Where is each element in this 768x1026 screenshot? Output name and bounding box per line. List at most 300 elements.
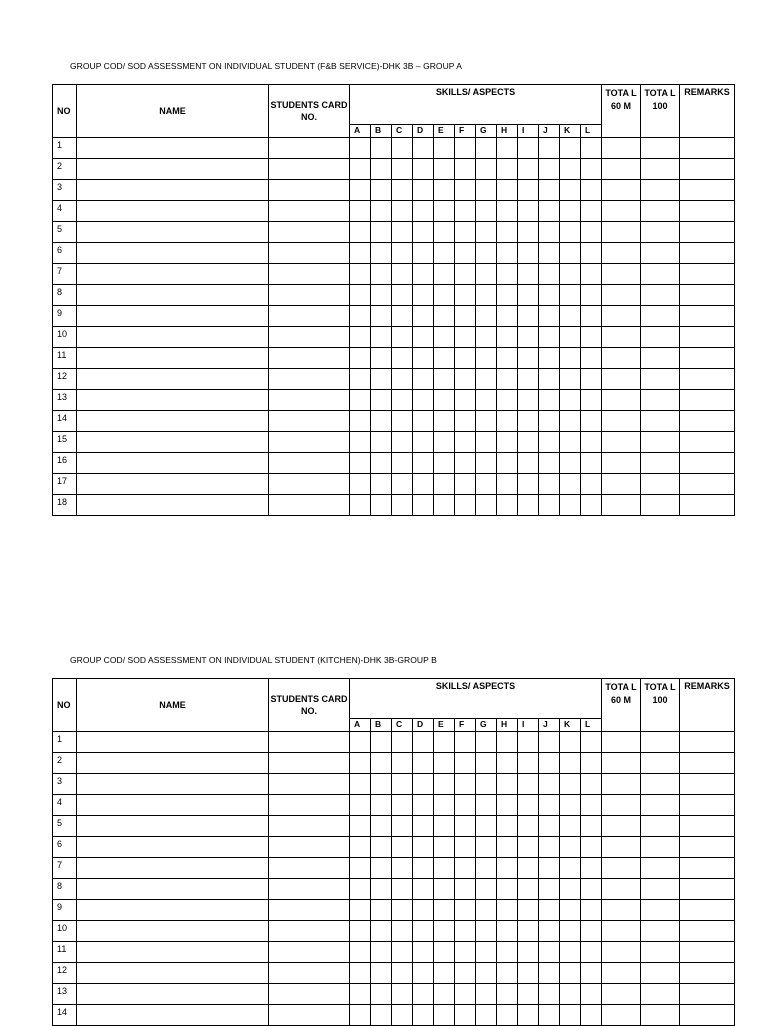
entry-cell [560, 453, 581, 474]
entry-cell [581, 753, 602, 774]
entry-cell [539, 306, 560, 327]
entry-cell [269, 921, 350, 942]
entry-cell [680, 984, 735, 1005]
row-number: 9 [53, 306, 77, 327]
assessment-table-a [52, 84, 735, 516]
skill-letter-g: G [476, 125, 497, 138]
entry-cell [641, 774, 680, 795]
entry-cell [269, 348, 350, 369]
entry-cell [269, 474, 350, 495]
entry-cell [392, 816, 413, 837]
entry-cell [581, 264, 602, 285]
entry-cell [392, 921, 413, 942]
entry-cell [77, 816, 269, 837]
entry-cell [413, 753, 434, 774]
entry-cell [680, 369, 735, 390]
entry-cell [455, 774, 476, 795]
entry-cell [560, 285, 581, 306]
entry-cell [371, 879, 392, 900]
entry-cell [350, 963, 371, 984]
entry-cell [350, 753, 371, 774]
entry-cell [518, 201, 539, 222]
entry-cell [560, 201, 581, 222]
entry-cell [680, 963, 735, 984]
entry-cell [77, 369, 269, 390]
row-number: 10 [53, 921, 77, 942]
entry-cell [641, 858, 680, 879]
row-number: 3 [53, 180, 77, 201]
entry-cell [434, 732, 455, 753]
table-row [53, 432, 735, 453]
entry-cell [269, 816, 350, 837]
entry-cell [371, 138, 392, 159]
entry-cell [539, 264, 560, 285]
entry-cell [392, 222, 413, 243]
table-row [53, 900, 735, 921]
skill-letter-c: C [392, 125, 413, 138]
entry-cell [392, 138, 413, 159]
entry-cell [434, 138, 455, 159]
entry-cell [371, 858, 392, 879]
entry-cell [392, 390, 413, 411]
entry-cell [581, 285, 602, 306]
entry-cell [476, 285, 497, 306]
entry-cell [560, 222, 581, 243]
skill-letter-g: G [476, 719, 497, 732]
skill-letter-l: L [581, 125, 602, 138]
entry-cell [581, 879, 602, 900]
entry-cell [392, 495, 413, 516]
entry-cell [581, 453, 602, 474]
skill-letter-a: A [350, 719, 371, 732]
total-100-header: TOTA L 100 [641, 85, 680, 138]
entry-cell [581, 816, 602, 837]
entry-cell [455, 390, 476, 411]
entry-cell [413, 921, 434, 942]
skill-letter-e: E [434, 719, 455, 732]
entry-cell [77, 453, 269, 474]
entry-cell [560, 327, 581, 348]
entry-cell [392, 795, 413, 816]
entry-cell [269, 411, 350, 432]
entry-cell [497, 348, 518, 369]
entry-cell [680, 921, 735, 942]
entry-cell [350, 264, 371, 285]
entry-cell [77, 306, 269, 327]
entry-cell [392, 411, 413, 432]
entry-cell [434, 753, 455, 774]
entry-cell [581, 900, 602, 921]
entry-cell [392, 732, 413, 753]
table-header-row [53, 85, 735, 125]
entry-cell [518, 138, 539, 159]
entry-cell [518, 390, 539, 411]
entry-cell [680, 495, 735, 516]
entry-cell [77, 264, 269, 285]
entry-cell [476, 243, 497, 264]
entry-cell [77, 201, 269, 222]
entry-cell [371, 495, 392, 516]
entry-cell [434, 159, 455, 180]
entry-cell [392, 474, 413, 495]
entry-cell [518, 264, 539, 285]
entry-cell [560, 837, 581, 858]
entry-cell [77, 942, 269, 963]
entry-cell [680, 348, 735, 369]
row-number: 9 [53, 900, 77, 921]
skill-letter-l: L [581, 719, 602, 732]
entry-cell [392, 243, 413, 264]
entry-cell [434, 243, 455, 264]
entry-cell [602, 243, 641, 264]
entry-cell [455, 432, 476, 453]
assessment-table-b [52, 678, 735, 1026]
entry-cell [602, 285, 641, 306]
row-number: 11 [53, 348, 77, 369]
entry-cell [269, 201, 350, 222]
entry-cell [497, 753, 518, 774]
entry-cell [77, 411, 269, 432]
entry-cell [350, 369, 371, 390]
entry-cell [641, 327, 680, 348]
entry-cell [560, 138, 581, 159]
entry-cell [392, 285, 413, 306]
entry-cell [77, 837, 269, 858]
entry-cell [680, 795, 735, 816]
entry-cell [476, 495, 497, 516]
entry-cell [269, 390, 350, 411]
entry-cell [350, 1005, 371, 1026]
entry-cell [413, 837, 434, 858]
entry-cell [581, 243, 602, 264]
row-number: 4 [53, 795, 77, 816]
entry-cell [497, 795, 518, 816]
entry-cell [539, 921, 560, 942]
entry-cell [497, 942, 518, 963]
entry-cell [539, 243, 560, 264]
entry-cell [413, 222, 434, 243]
entry-cell [518, 921, 539, 942]
entry-cell [350, 837, 371, 858]
table-row [53, 921, 735, 942]
table-row [53, 753, 735, 774]
row-number: 8 [53, 285, 77, 306]
row-number: 2 [53, 753, 77, 774]
no-header: NO [53, 679, 77, 732]
row-number: 11 [53, 942, 77, 963]
entry-cell [77, 159, 269, 180]
entry-cell [518, 816, 539, 837]
entry-cell [560, 432, 581, 453]
entry-cell [641, 138, 680, 159]
table-row [53, 1005, 735, 1026]
entry-cell [560, 243, 581, 264]
entry-cell [434, 411, 455, 432]
entry-cell [455, 369, 476, 390]
table-row [53, 942, 735, 963]
entry-cell [371, 348, 392, 369]
entry-cell [539, 495, 560, 516]
name-header: NAME [77, 85, 269, 138]
entry-cell [641, 453, 680, 474]
entry-cell [350, 306, 371, 327]
entry-cell [497, 264, 518, 285]
entry-cell [581, 774, 602, 795]
entry-cell [371, 180, 392, 201]
entry-cell [350, 816, 371, 837]
entry-cell [77, 495, 269, 516]
entry-cell [77, 900, 269, 921]
skill-letter-i: I [518, 719, 539, 732]
entry-cell [77, 795, 269, 816]
row-number: 14 [53, 411, 77, 432]
entry-cell [350, 432, 371, 453]
entry-cell [497, 837, 518, 858]
entry-cell [434, 180, 455, 201]
entry-cell [350, 138, 371, 159]
entry-cell [455, 222, 476, 243]
entry-cell [371, 327, 392, 348]
entry-cell [350, 921, 371, 942]
entry-cell [602, 222, 641, 243]
entry-cell [680, 432, 735, 453]
entry-cell [497, 774, 518, 795]
entry-cell [581, 495, 602, 516]
table-row [53, 495, 735, 516]
table-row [53, 264, 735, 285]
entry-cell [518, 963, 539, 984]
table-row [53, 732, 735, 753]
entry-cell [641, 984, 680, 1005]
entry-cell [434, 327, 455, 348]
entry-cell [581, 474, 602, 495]
entry-cell [371, 1005, 392, 1026]
entry-cell [518, 411, 539, 432]
entry-cell [476, 474, 497, 495]
entry-cell [497, 243, 518, 264]
entry-cell [680, 201, 735, 222]
entry-cell [269, 753, 350, 774]
entry-cell [518, 243, 539, 264]
entry-cell [602, 732, 641, 753]
entry-cell [371, 474, 392, 495]
entry-cell [455, 963, 476, 984]
skill-letter-f: F [455, 125, 476, 138]
entry-cell [413, 1005, 434, 1026]
entry-cell [539, 222, 560, 243]
entry-cell [680, 264, 735, 285]
entry-cell [680, 837, 735, 858]
row-number: 15 [53, 432, 77, 453]
entry-cell [77, 390, 269, 411]
entry-cell [77, 879, 269, 900]
entry-cell [518, 306, 539, 327]
entry-cell [455, 327, 476, 348]
entry-cell [371, 900, 392, 921]
entry-cell [476, 921, 497, 942]
entry-cell [413, 900, 434, 921]
entry-cell [497, 963, 518, 984]
row-number: 5 [53, 816, 77, 837]
entry-cell [518, 984, 539, 1005]
entry-cell [560, 390, 581, 411]
entry-cell [539, 159, 560, 180]
entry-cell [455, 138, 476, 159]
entry-cell [371, 285, 392, 306]
entry-cell [602, 432, 641, 453]
entry-cell [269, 879, 350, 900]
entry-cell [539, 201, 560, 222]
table-row [53, 858, 735, 879]
entry-cell [455, 816, 476, 837]
table-row [53, 138, 735, 159]
entry-cell [371, 432, 392, 453]
entry-cell [455, 879, 476, 900]
entry-cell [434, 432, 455, 453]
entry-cell [350, 390, 371, 411]
row-number: 14 [53, 1005, 77, 1026]
entry-cell [641, 348, 680, 369]
entry-cell [497, 159, 518, 180]
entry-cell [641, 369, 680, 390]
entry-cell [455, 453, 476, 474]
table-row [53, 327, 735, 348]
total-100-header: TOTA L 100 [641, 679, 680, 732]
entry-cell [518, 753, 539, 774]
entry-cell [641, 474, 680, 495]
entry-cell [455, 732, 476, 753]
entry-cell [350, 495, 371, 516]
entry-cell [371, 264, 392, 285]
entry-cell [476, 774, 497, 795]
row-number: 7 [53, 264, 77, 285]
skill-letter-j: J [539, 125, 560, 138]
entry-cell [350, 474, 371, 495]
skill-letter-a: A [350, 125, 371, 138]
entry-cell [680, 285, 735, 306]
entry-cell [581, 138, 602, 159]
row-number: 1 [53, 138, 77, 159]
entry-cell [560, 795, 581, 816]
entry-cell [371, 942, 392, 963]
entry-cell [539, 732, 560, 753]
row-number: 12 [53, 963, 77, 984]
entry-cell [413, 858, 434, 879]
entry-cell [434, 495, 455, 516]
entry-cell [455, 900, 476, 921]
entry-cell [77, 327, 269, 348]
entry-cell [539, 858, 560, 879]
entry-cell [77, 984, 269, 1005]
entry-cell [497, 390, 518, 411]
entry-cell [581, 984, 602, 1005]
entry-cell [560, 159, 581, 180]
entry-cell [680, 879, 735, 900]
skill-letter-j: J [539, 719, 560, 732]
entry-cell [518, 795, 539, 816]
entry-cell [581, 921, 602, 942]
table-row [53, 222, 735, 243]
entry-cell [641, 921, 680, 942]
entry-cell [680, 753, 735, 774]
entry-cell [497, 222, 518, 243]
entry-cell [641, 201, 680, 222]
entry-cell [602, 138, 641, 159]
entry-cell [350, 243, 371, 264]
entry-cell [602, 390, 641, 411]
entry-cell [413, 390, 434, 411]
entry-cell [518, 369, 539, 390]
entry-cell [269, 453, 350, 474]
entry-cell [641, 159, 680, 180]
table-row [53, 411, 735, 432]
row-number: 10 [53, 327, 77, 348]
entry-cell [602, 411, 641, 432]
entry-cell [560, 816, 581, 837]
entry-cell [602, 348, 641, 369]
entry-cell [539, 942, 560, 963]
entry-cell [392, 201, 413, 222]
entry-cell [269, 432, 350, 453]
entry-cell [602, 753, 641, 774]
entry-cell [602, 453, 641, 474]
skill-letter-k: K [560, 125, 581, 138]
entry-cell [581, 795, 602, 816]
entry-cell [371, 984, 392, 1005]
entry-cell [497, 306, 518, 327]
entry-cell [539, 390, 560, 411]
entry-cell [269, 159, 350, 180]
entry-cell [539, 432, 560, 453]
entry-cell [476, 816, 497, 837]
entry-cell [77, 858, 269, 879]
entry-cell [518, 900, 539, 921]
entry-cell [497, 201, 518, 222]
entry-cell [434, 390, 455, 411]
skill-letter-k: K [560, 719, 581, 732]
entry-cell [641, 264, 680, 285]
entry-cell [392, 453, 413, 474]
entry-cell [350, 879, 371, 900]
entry-cell [434, 942, 455, 963]
entry-cell [602, 369, 641, 390]
entry-cell [392, 942, 413, 963]
entry-cell [497, 369, 518, 390]
row-number: 4 [53, 201, 77, 222]
entry-cell [413, 201, 434, 222]
row-number: 2 [53, 159, 77, 180]
entry-cell [455, 180, 476, 201]
entry-cell [392, 984, 413, 1005]
entry-cell [497, 411, 518, 432]
entry-cell [560, 942, 581, 963]
skill-letter-c: C [392, 719, 413, 732]
entry-cell [581, 327, 602, 348]
entry-cell [560, 984, 581, 1005]
entry-cell [581, 942, 602, 963]
entry-cell [455, 753, 476, 774]
entry-cell [602, 963, 641, 984]
sheet-title-a: GROUP COD/ SOD ASSESSMENT ON INDIVIDUAL STUDENT (F&B SERVICE)-DHK 3B – GROUP A [70, 61, 462, 71]
entry-cell [560, 732, 581, 753]
entry-cell [539, 348, 560, 369]
row-number: 16 [53, 453, 77, 474]
entry-cell [518, 327, 539, 348]
entry-cell [518, 474, 539, 495]
entry-cell [476, 222, 497, 243]
entry-cell [641, 306, 680, 327]
entry-cell [77, 1005, 269, 1026]
